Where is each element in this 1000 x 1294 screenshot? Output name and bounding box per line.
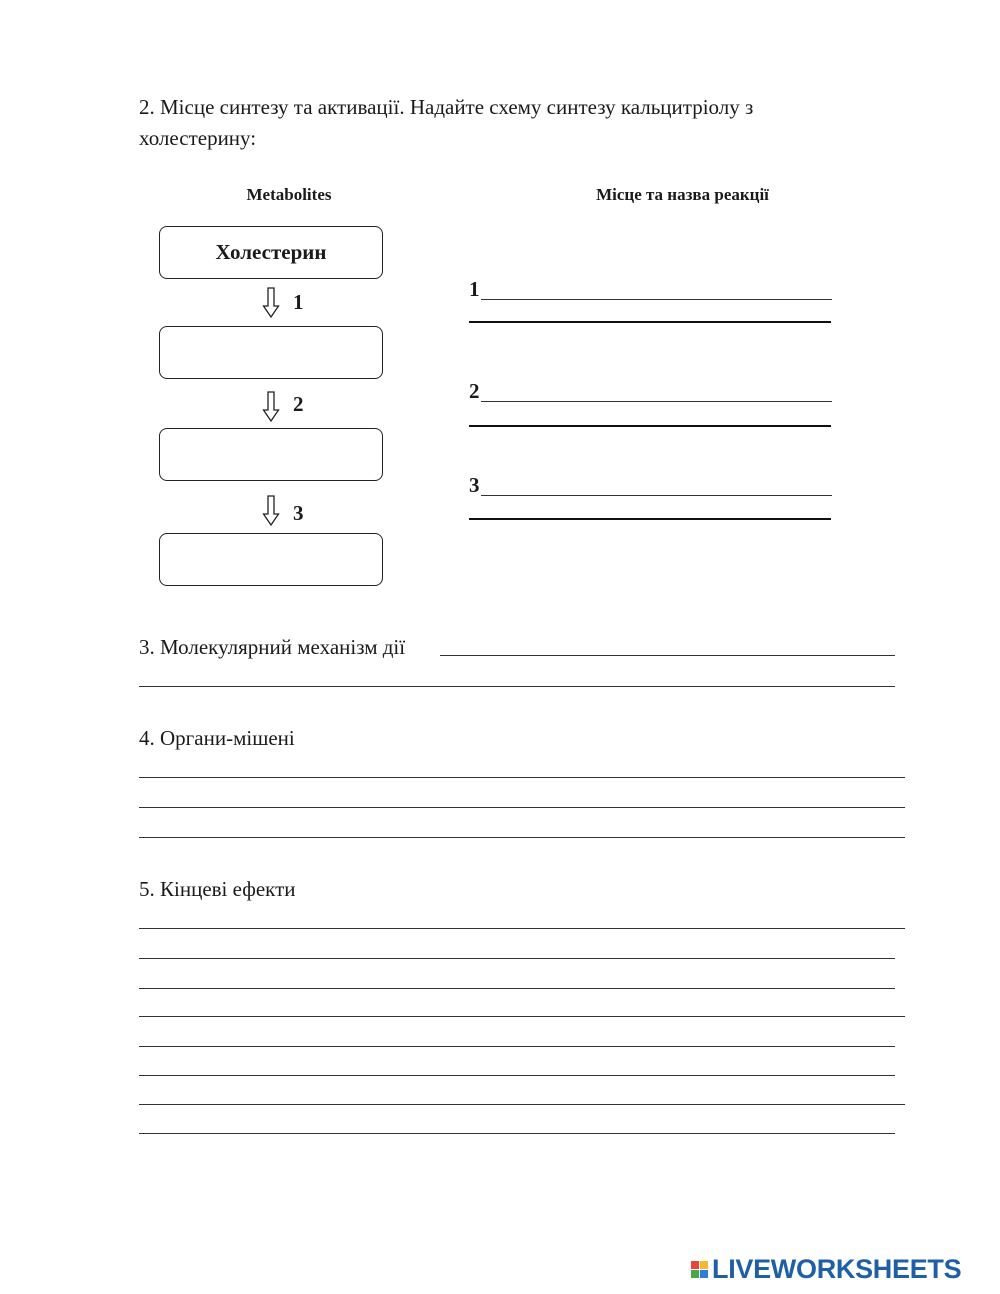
logo-block: [700, 1270, 708, 1278]
metabolite-input-4[interactable]: [169, 539, 373, 581]
question-4-input-2[interactable]: [141, 783, 905, 809]
logo-block: [700, 1261, 708, 1269]
logo-block: [691, 1270, 699, 1278]
question-5-input-7[interactable]: [141, 1080, 905, 1106]
question-5-input-5[interactable]: [141, 1022, 895, 1048]
question-5-input-4[interactable]: [141, 992, 905, 1018]
question-5-input-8[interactable]: [141, 1109, 895, 1135]
reaction-1-input-continued[interactable]: [471, 297, 833, 323]
question-5-input-6[interactable]: [141, 1051, 895, 1077]
reaction-2-input[interactable]: [483, 377, 835, 403]
reactions-heading: Місце та назва реакції: [596, 185, 769, 204]
question-5-input-3[interactable]: [141, 964, 895, 990]
question-4-input-1[interactable]: [141, 753, 905, 779]
metabolite-box-4: [159, 533, 383, 586]
logo-blocks-icon: [691, 1261, 708, 1278]
metabolite-input-2[interactable]: [169, 332, 373, 374]
down-arrow-icon: [262, 391, 280, 423]
reaction-number-2: 2: [469, 379, 480, 403]
reaction-2-input-continued[interactable]: [471, 401, 833, 427]
question-3-input-2[interactable]: [141, 662, 895, 688]
liveworksheets-logo: [691, 1254, 961, 1285]
step-number-1: 1: [293, 290, 304, 314]
step-number-3: 3: [293, 501, 304, 525]
question-5-label: 5. Кінцеві ефекти: [139, 877, 296, 901]
metabolite-input-3[interactable]: [169, 434, 373, 476]
step-number-2: 2: [293, 392, 304, 416]
reaction-3-input-continued[interactable]: [471, 494, 833, 520]
question-4-label: 4. Органи-мішені: [139, 726, 295, 750]
metabolites-heading: Metabolites: [246, 185, 332, 204]
question-5-input-2[interactable]: [141, 934, 895, 960]
question-3-label: 3. Молекулярний механізм дії: [139, 635, 406, 659]
question-5-input-1[interactable]: [141, 904, 905, 930]
down-arrow-icon: [262, 287, 280, 319]
metabolite-box-2: [159, 326, 383, 379]
metabolite-box-3: [159, 428, 383, 481]
metabolite-cholesterol-label: Холестерин: [215, 240, 327, 264]
question-2-text-line-2: холестерину:: [139, 126, 257, 150]
logo-text: LIVEWORKSHEETS: [712, 1254, 962, 1284]
metabolite-box-cholesterol: [159, 226, 383, 279]
down-arrow-icon: [262, 495, 280, 527]
reaction-number-1: 1: [469, 277, 480, 301]
question-2-text-line-1: 2. Місце синтезу та активації. Надайте схему синтезу кальцитріолу з: [139, 95, 754, 119]
reaction-number-3: 3: [469, 473, 480, 497]
question-4-input-3[interactable]: [141, 813, 905, 839]
logo-block: [691, 1261, 699, 1269]
question-3-input-1[interactable]: [442, 631, 896, 657]
